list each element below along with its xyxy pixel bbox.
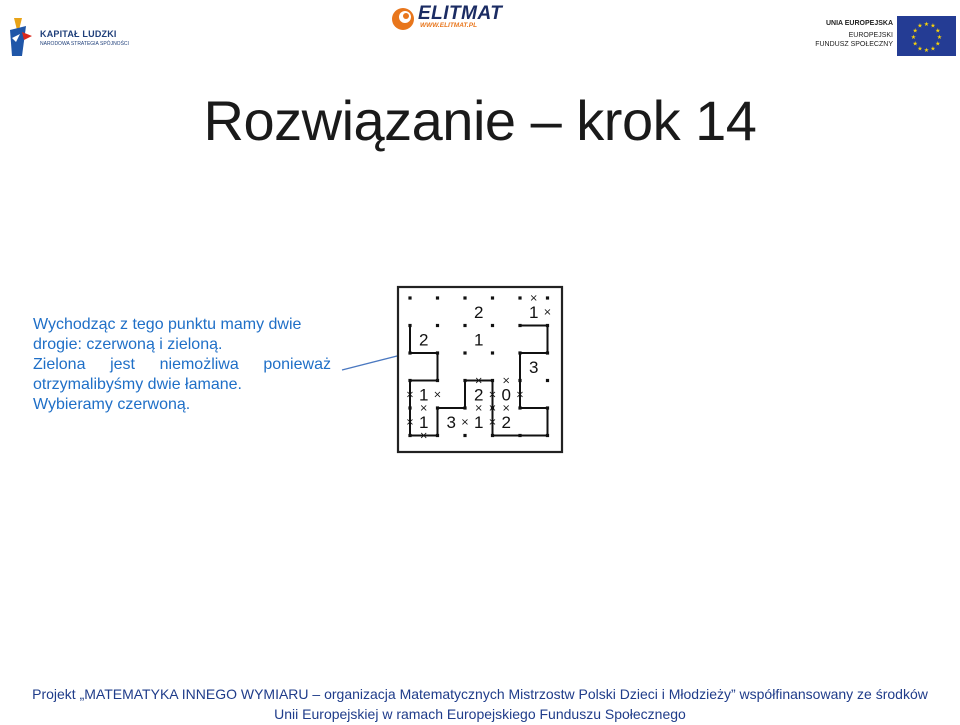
- cross-mark-icon: ×: [460, 416, 470, 428]
- grid-dot: [546, 296, 549, 299]
- eu-star-icon: ★: [912, 41, 918, 48]
- eu-star-icon: ★: [935, 28, 941, 35]
- cross-mark-icon: ×: [529, 293, 538, 304]
- eu-star-icon: ★: [923, 22, 930, 28]
- puzzle-clue: 2: [474, 385, 484, 405]
- elitmat-logo: [390, 4, 540, 34]
- cross-mark-icon: ×: [433, 389, 442, 401]
- puzzle-clue: 1: [419, 385, 429, 405]
- cross-mark-icon: ×: [515, 389, 525, 401]
- cross-mark-icon: ×: [488, 389, 497, 401]
- footer-line-1: Projekt „MATEMATYKA INNEGO WYMIARU – organizacja Matematycznych Mistrzostw Polski Dzieci i Młodzieży” współfinansowany ze środków: [32, 686, 928, 702]
- slide-title: Rozwiązanie – krok 14: [203, 89, 757, 152]
- description-word: Zielona: [33, 356, 86, 373]
- eu-logo-line2: EUROPEJSKI: [848, 32, 893, 39]
- slide-description: [33, 315, 331, 415]
- puzzle-clue: 2: [501, 412, 511, 432]
- puzzle-clue: 1: [419, 412, 429, 432]
- cross-mark-icon: ×: [474, 403, 483, 414]
- puzzle-clue: 3: [529, 357, 539, 377]
- grid-dot: [436, 324, 439, 327]
- cross-mark-icon: ×: [405, 416, 415, 428]
- eu-star-icon: ★: [936, 35, 943, 41]
- cross-mark-icon: ×: [543, 306, 552, 318]
- description-word: ponieważ: [263, 356, 331, 373]
- grid-dot: [463, 434, 466, 437]
- elitmat-name: ELITMAT: [418, 3, 503, 24]
- kapital-ludzki-emblem-icon: [8, 16, 38, 56]
- kapital-ludzki-subtitle: NARODOWA STRATEGIA SPÓJNOŚCI: [40, 41, 129, 47]
- cross-mark-icon: ×: [405, 389, 415, 401]
- puzzle-clue: 2: [419, 330, 429, 350]
- description-line-1: Wychodząc z tego punktu mamy dwie: [33, 316, 302, 333]
- description-line-3: [33, 355, 331, 375]
- eu-star-icon: ★: [935, 41, 941, 48]
- grid-dot: [491, 324, 494, 327]
- kapital-ludzki-logo: [8, 16, 138, 60]
- puzzle-clue: 1: [474, 330, 484, 350]
- eu-star-icon: ★: [923, 48, 930, 54]
- elitmat-emblem-icon: [390, 6, 416, 32]
- puzzle-clue: 0: [501, 385, 511, 405]
- cross-mark-icon: ×: [474, 375, 483, 387]
- puzzle-clue: 1: [529, 302, 539, 322]
- puzzle-clue: 2: [474, 302, 484, 322]
- grid-dot: [546, 379, 549, 382]
- grid-dot: [463, 296, 466, 299]
- grid-dot: [491, 296, 494, 299]
- description-word: niemożliwa: [159, 356, 239, 373]
- kapital-ludzki-title: KAPITAŁ LUDZKI: [40, 29, 117, 39]
- footer-line-2: Unii Europejskiej w ramach Europejskiego Funduszu Społecznego: [274, 706, 686, 722]
- cross-mark-icon: ×: [419, 403, 428, 414]
- grid-dot: [408, 296, 411, 299]
- description-line-4: otrzymalibyśmy dwie łamane.: [33, 376, 242, 393]
- description-word: jest: [110, 356, 135, 373]
- eu-flag-icon: [897, 16, 956, 56]
- cross-mark-icon: ×: [419, 430, 428, 442]
- eu-star-icon: ★: [917, 46, 923, 53]
- grid-dot: [463, 351, 466, 354]
- cross-mark-icon: ×: [488, 403, 497, 414]
- eu-star-icon: ★: [917, 23, 923, 30]
- grid-dot: [436, 296, 439, 299]
- grid-dot: [491, 351, 494, 354]
- eu-star-icon: ★: [910, 35, 917, 41]
- description-line-5: Wybieramy czerwoną.: [33, 396, 191, 413]
- cross-mark-icon: ×: [488, 416, 497, 428]
- grid-dot: [518, 296, 521, 299]
- cross-mark-icon: ×: [502, 403, 511, 414]
- eu-logo-line3: FUNDUSZ SPOŁECZNY: [815, 41, 893, 48]
- puzzle-clue: 1: [474, 412, 484, 432]
- puzzle-figure: [340, 282, 570, 460]
- elitmat-url: WWW.ELITMAT.PL: [420, 22, 478, 29]
- eu-star-icon: ★: [930, 23, 936, 30]
- puzzle-clue: 3: [446, 412, 456, 432]
- eu-star-icon: ★: [930, 46, 936, 53]
- cross-mark-icon: ×: [502, 375, 511, 387]
- eu-star-icon: ★: [912, 28, 918, 35]
- eu-logo: [806, 16, 956, 56]
- grid-dot: [463, 324, 466, 327]
- description-line-2: drogie: czerwoną i zieloną.: [33, 336, 223, 353]
- eu-logo-line1: UNIA EUROPEJSKA: [825, 20, 893, 27]
